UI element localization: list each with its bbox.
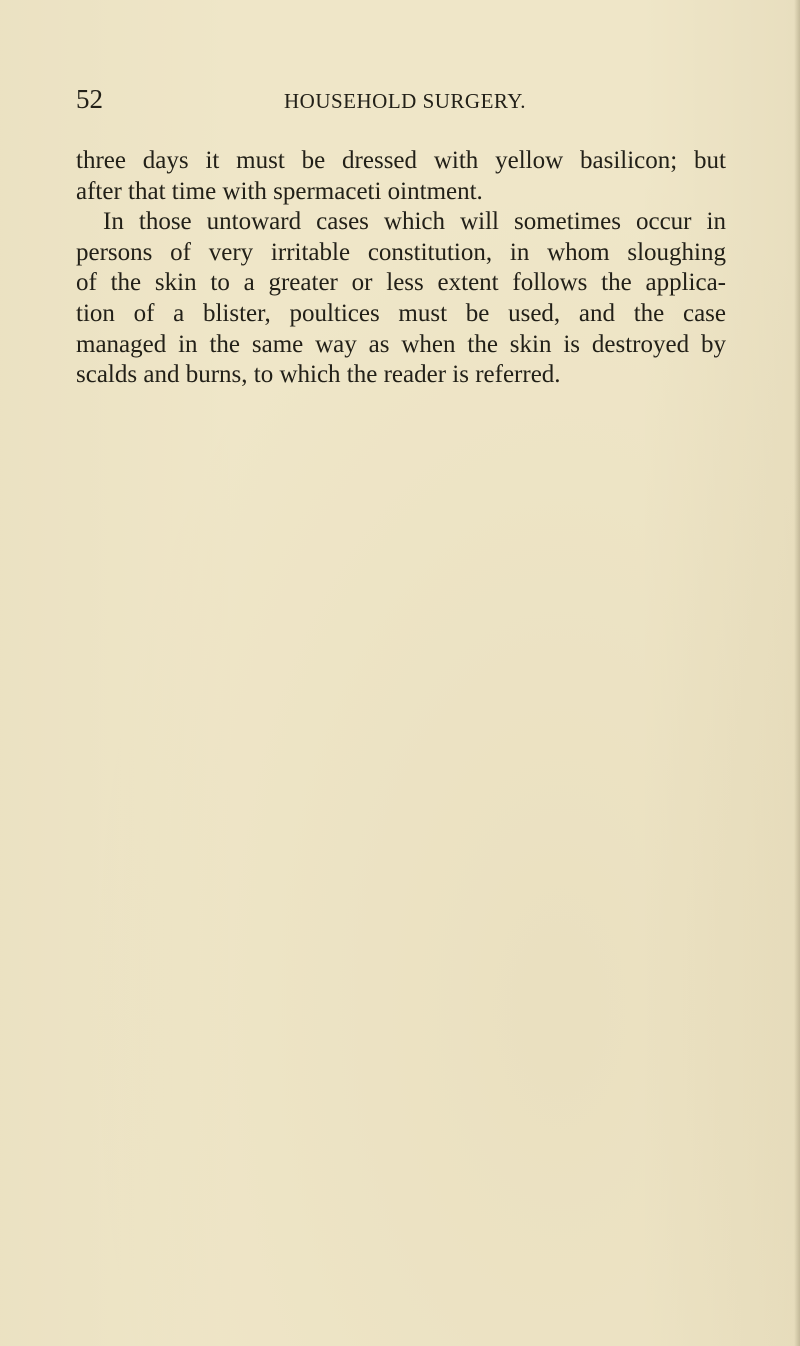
body-text [76,146,726,391]
text-line: three days it must be dressed with yellow basilicon; but [76,147,726,174]
text-line: scalds and burns, to which the reader is referred. [76,361,561,389]
text-line: after that time with spermaceti ointment. [76,177,483,205]
text-line: tion of a blister, poultices must be used, and the case [76,299,726,327]
text-line: managed in the same way as when the skin is destroyed by [76,330,726,358]
page-edge-shadow [794,0,800,1346]
running-title: HOUSEHOLD SURGERY. [284,89,526,113]
page-header [76,84,724,124]
text-line: persons of very irritable constitution, in whom sloughing [76,238,726,266]
text-line: of the skin to a greater or less extent follows the applica- [76,269,726,297]
page-number: 52 [76,84,103,114]
text-line: In those untoward cases which will sometimes occur in [103,208,726,236]
